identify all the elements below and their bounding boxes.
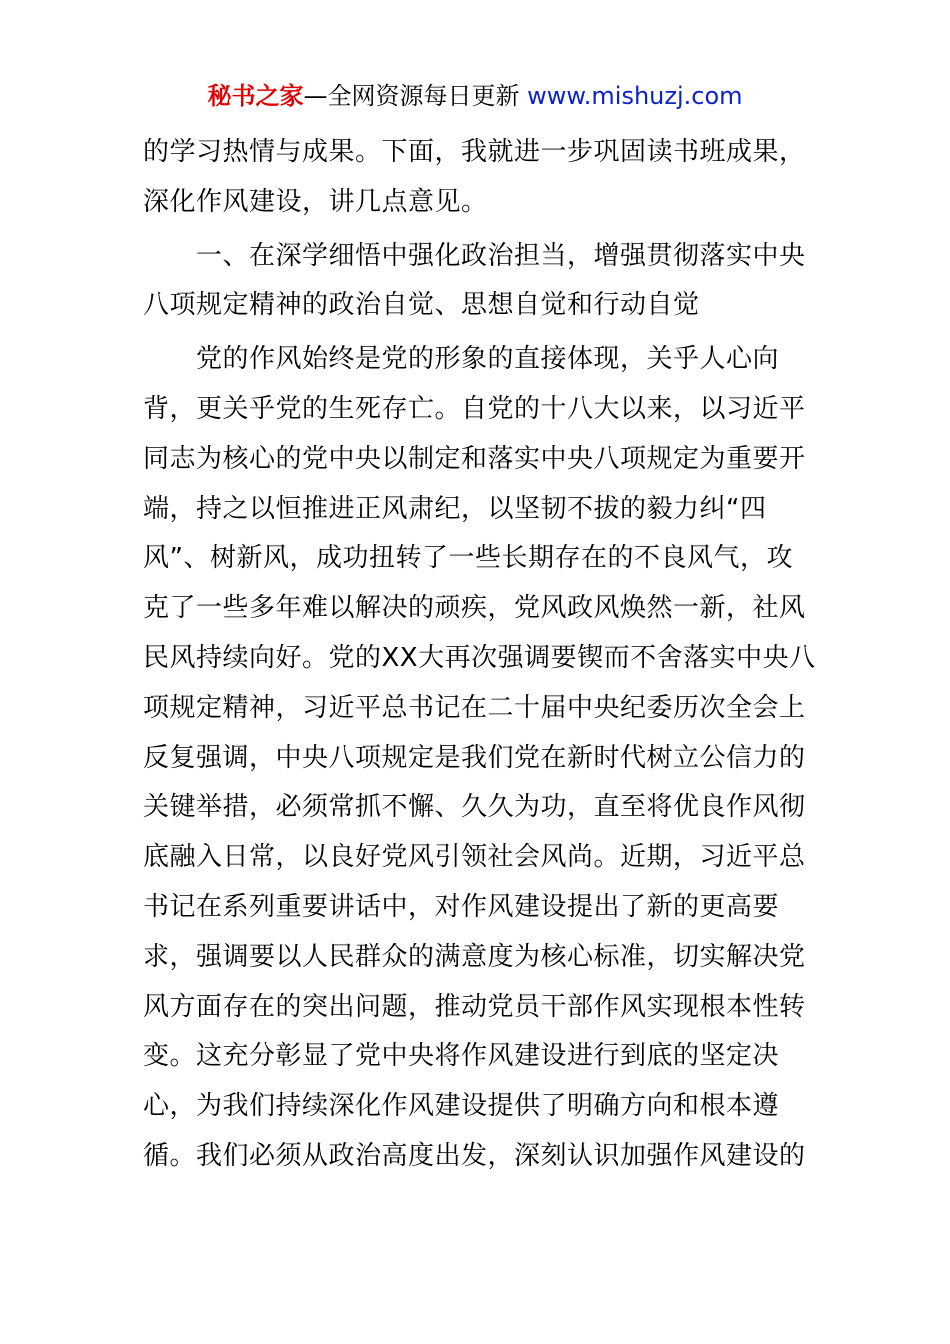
body-line: 关键举措，必须常抓不懈、久久为功，直至将优良作风彻: [143, 792, 806, 823]
body-line: 书记在系列重要讲话中，对作风建设提出了新的更高要: [143, 891, 780, 922]
body-line: 反复强调，中央八项规定是我们党在新时代树立公信力的: [143, 742, 806, 773]
document-body: [143, 128, 823, 1182]
site-tagline: —全网资源每日更新: [303, 82, 520, 110]
section-heading-line: 八项规定精神的政治自觉、思想自觉和行动自觉: [143, 290, 700, 321]
body-line: 的学习热情与成果。下面，我就进一步巩固读书班成果，: [143, 137, 806, 167]
body-line: 克了一些多年难以解决的顽疾，党风政风焕然一新，社风: [143, 593, 806, 624]
section-heading-line: 一、在深学细悟中强化政治担当，增强贯彻落实中央: [143, 240, 806, 271]
page-header: [0, 80, 950, 112]
body-line: 循。我们必须从政治高度出发，深刻认识加强作风建设的: [143, 1140, 806, 1171]
body-line: 深化作风建设，讲几点意见。: [143, 186, 488, 217]
body-line: 项规定精神，习近平总书记在二十届中央纪委历次全会上: [143, 692, 806, 723]
body-line: 党的作风始终是党的形象的直接体现，关乎人心向: [143, 344, 780, 375]
site-brand: 秘书之家: [207, 82, 304, 110]
body-line: 心，为我们持续深化作风建设提供了明确方向和根本遵: [143, 1091, 780, 1122]
body-line: 风”、树新风，成功扭转了一些长期存在的不良风气，攻: [143, 543, 793, 574]
body-line: 变。这充分彰显了党中央将作风建设进行到底的坚定决: [143, 1041, 780, 1072]
body-line: 底融入日常，以良好党风引领社会风尚。近期，习近平总: [143, 842, 806, 873]
body-line: 风方面存在的突出问题，推动党员干部作风实现根本性转: [143, 991, 806, 1022]
body-line: 背，更关乎党的生死存亡。自党的十八大以来，以习近平: [143, 393, 806, 424]
body-line: 端，持之以恒推进正风肃纪，以坚韧不拔的毅力纠“四: [143, 493, 767, 524]
body-line: 民风持续向好。党的XX大再次强调要锲而不舍落实中央八: [143, 642, 816, 673]
body-line: 同志为核心的党中央以制定和落实中央八项规定为重要开: [143, 443, 806, 474]
site-url[interactable]: www.mishuzj.com: [519, 82, 743, 110]
body-line: 求，强调要以人民群众的满意度为核心标准，切实解决党: [143, 941, 806, 972]
